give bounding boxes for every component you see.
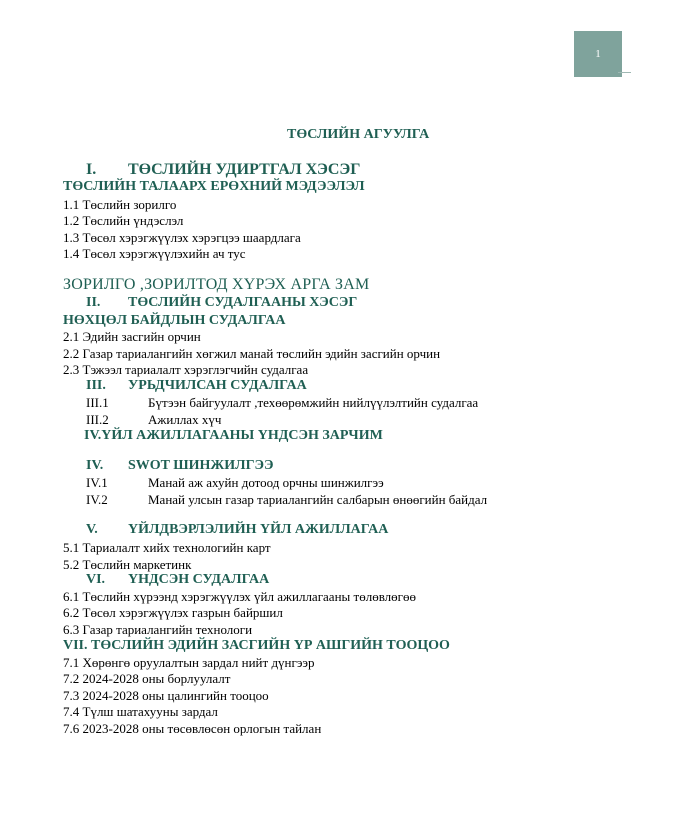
toc-entry[interactable]: 7.4 Түлш шатахууны зардал <box>63 704 218 719</box>
toc-heading-3[interactable] <box>86 378 307 394</box>
toc-entry-number: III.2 <box>86 412 109 427</box>
page-number-tick <box>618 72 631 73</box>
toc-heading-number: I. <box>86 161 97 178</box>
toc-heading-number: III. <box>86 378 106 393</box>
toc-entry-text: Ажиллах хүч <box>148 412 222 427</box>
toc-subheading[interactable]: IV.ҮЙЛ АЖИЛЛАГААНЫ ҮНДСЭН ЗАРЧИМ <box>84 428 383 443</box>
toc-entry[interactable]: 1.1 Төслийн зорилго <box>63 197 177 212</box>
toc-entry[interactable]: 7.1 Хөрөнгө оруулалтын зардал нийт дүнгээр <box>63 655 315 670</box>
toc-heading-number: II. <box>86 295 101 310</box>
toc-heading-text: SWOT ШИНЖИЛГЭЭ <box>128 458 274 473</box>
toc-entry[interactable]: 5.1 Тариалалт хийх технологийн карт <box>63 540 271 555</box>
toc-entry[interactable]: 7.2 2024-2028 оны борлуулалт <box>63 671 231 686</box>
toc-entry-number: IV.2 <box>86 492 108 507</box>
toc-entry[interactable] <box>86 492 487 508</box>
toc-entry-text: Бүтээн байгуулалт ,техөөрөмжийн нийлүүлэлтийн судалгаа <box>148 395 479 410</box>
toc-heading-5[interactable] <box>86 522 388 538</box>
toc-heading-number: IV. <box>86 458 104 473</box>
page-number: 1 <box>595 48 601 60</box>
toc-heading-1[interactable] <box>86 162 360 178</box>
toc-entry[interactable]: 1.4 Төсөл хэрэгжүүлэхийн ач тус <box>63 246 246 261</box>
toc-heading-2[interactable] <box>86 295 357 311</box>
toc-entry[interactable]: 1.3 Төсөл хэрэгжүүлэх хэрэгцээ шаардлага <box>63 230 301 245</box>
toc-heading-text: ТӨСЛИЙН УДИРТГАЛ ХЭСЭГ <box>128 161 361 178</box>
toc-entry[interactable]: 7.3 2024-2028 оны цалингийн тооцоо <box>63 688 269 703</box>
toc-heading-6[interactable] <box>86 572 269 588</box>
toc-entry-number: IV.1 <box>86 475 108 490</box>
toc-entry[interactable] <box>86 395 478 411</box>
toc-entry[interactable]: 2.1 Эдийн засгийн орчин <box>63 329 201 344</box>
toc-entry-number: III.1 <box>86 395 109 410</box>
toc-entry[interactable]: 5.2 Төслийн маркетинк <box>63 557 192 572</box>
toc-heading-number: VI. <box>86 572 106 587</box>
toc-entry[interactable] <box>86 475 384 491</box>
toc-heading-number: V. <box>86 522 98 537</box>
toc-entry-text: Манай аж ахуйн дотоод орчны шинжилгээ <box>148 475 384 490</box>
toc-entry[interactable] <box>86 412 221 428</box>
toc-entry[interactable]: 2.3 Тэжээл тариалалт хэрэглэгчийн судалгаа <box>63 362 309 377</box>
toc-entry[interactable]: 6.1 Төслийн хүрээнд хэрэгжүүлэх үйл ажиллагааны төлөвлөгөө <box>63 589 416 604</box>
page-number-badge <box>574 31 622 77</box>
toc-heading-7[interactable]: VII. ТӨСЛИЙН ЭДИЙН ЗАСГИЙН ҮР АШГИЙН ТООЦОО <box>63 638 450 653</box>
toc-heading-text: ҮЙЛДВЭРЛЭЛИЙН ҮЙЛ АЖИЛЛАГАА <box>128 522 389 537</box>
toc-title: ТӨСЛИЙН АГУУЛГА <box>287 127 430 142</box>
toc-heading-text: ТӨСЛИЙН СУДАЛГААНЫ ХЭСЭГ <box>128 295 358 310</box>
toc-heading-4[interactable] <box>86 458 273 474</box>
toc-plain-heading[interactable]: ЗОРИЛГО ,ЗОРИЛТОД ХҮРЭХ АРГА ЗАМ <box>63 276 370 293</box>
toc-entry[interactable]: 1.2 Төслийн үндэслэл <box>63 213 184 228</box>
toc-heading-text: ҮНДСЭН СУДАЛГАА <box>128 572 270 587</box>
toc-entry-text: Манай улсын газар тариалангийн салбарын өнөөгийн байдал <box>148 492 488 507</box>
toc-entry[interactable]: 6.3 Газар тариалангийн технологи <box>63 622 253 637</box>
toc-subheading[interactable]: ТӨСЛИЙН ТАЛААРХ ЕРӨХНИЙ МЭДЭЭЛЭЛ <box>63 179 365 194</box>
toc-entry[interactable]: 7.6 2023-2028 оны төсөвлөсөн орлогын тайлан <box>63 721 322 736</box>
toc-entry[interactable]: 6.2 Төсөл хэрэгжүүлэх газрын байршил <box>63 605 283 620</box>
toc-heading-text: УРЬДЧИЛСАН СУДАЛГАА <box>128 378 307 393</box>
toc-entry[interactable]: 2.2 Газар тариалангийн хөгжил манай төслийн эдийн засгийн орчин <box>63 346 441 361</box>
toc-subheading[interactable]: НӨХЦӨЛ БАЙДЛЫН СУДАЛГАА <box>63 313 286 328</box>
